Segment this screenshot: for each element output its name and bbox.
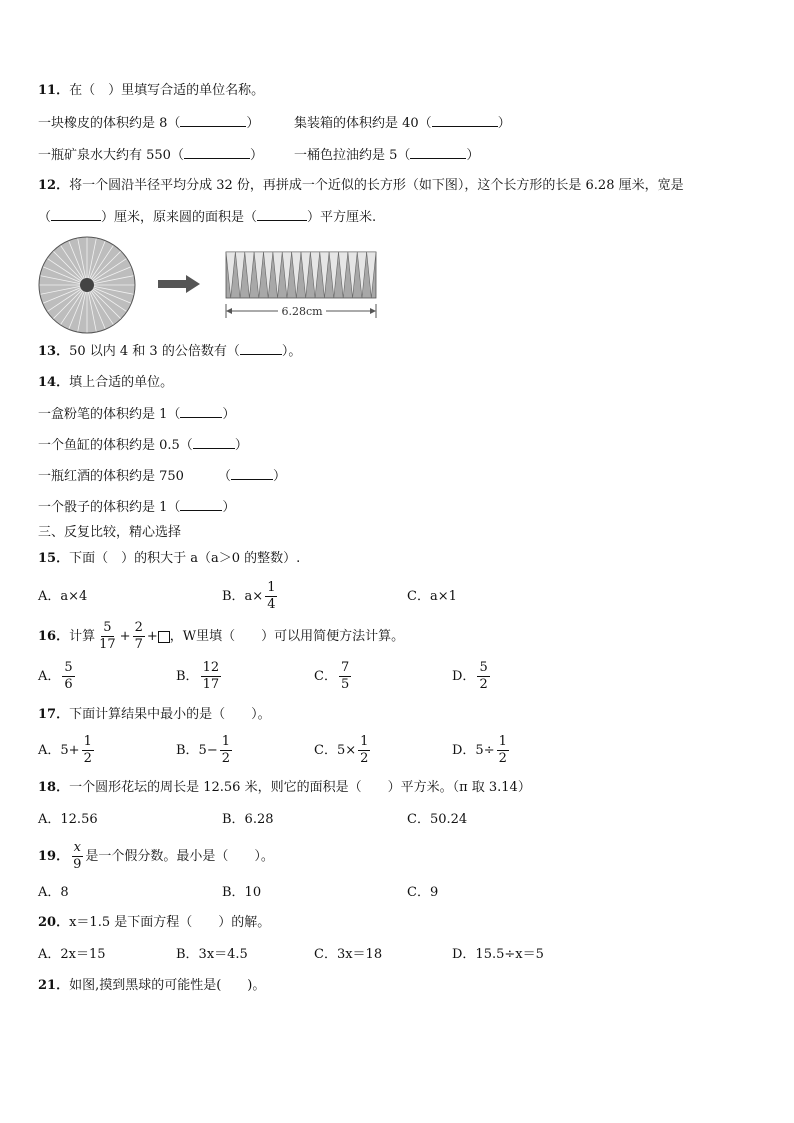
paren-open: （ [217,469,231,484]
fraction [497,734,509,767]
answer-blank[interactable] [180,114,246,127]
q11-item-4-text: 一桶色拉油约是 5（ [294,148,411,163]
rearranged-rectangle-figure [222,248,382,320]
q17-option-c[interactable] [314,734,372,767]
q14-item-3 [38,467,286,486]
q16-option-a[interactable] [38,660,77,693]
fraction [358,734,370,767]
q13-stem [38,342,301,361]
option-label: C．3x＝18 [314,947,383,962]
q12-stem [38,177,684,195]
q12-text-2: ）厘米，原来圆的面积是（ [101,210,258,225]
rectangle-sectors [226,252,376,298]
denominator: 17 [99,637,116,652]
q15-stem [38,550,300,568]
denominator: 4 [267,597,276,612]
fraction [339,660,351,693]
section-heading [38,524,181,542]
fraction [62,660,74,693]
q18-option-a[interactable] [38,811,98,829]
fraction [477,660,489,693]
q16-text-post: ，W里填（ ）可以用简便方法计算。 [169,629,405,644]
fraction [82,734,94,767]
q16-option-d[interactable] [452,660,492,693]
q19-text: 是一个假分数。最小是（ ）。 [85,849,274,864]
answer-blank[interactable] [231,467,273,480]
numerator: 2 [134,620,143,635]
paren-close: ） [249,148,263,163]
q19-option-b[interactable] [222,884,261,902]
option-label: C．50.24 [407,812,468,827]
q13-text: 50 以内 4 和 3 的公倍数有（ [69,344,240,359]
plus-sign: + [146,629,158,644]
q12-number: 12． [38,178,70,193]
q11-item-4 [294,146,479,165]
q14-item-1-text: 一盒粉笔的体积约是 1（ [38,407,181,422]
denominator: 9 [73,857,82,872]
q11-item-3-text: 一瓶矿泉水大约有 550（ [38,148,184,163]
q19-option-c[interactable] [407,884,438,902]
option-label: D．5÷ [452,743,495,758]
q21-stem [38,977,265,995]
numerator: 1 [267,580,276,595]
numerator: 1 [498,734,507,749]
fraction [133,620,145,653]
answer-blank[interactable] [180,498,222,511]
q20-option-d[interactable] [452,946,544,964]
answer-blank[interactable] [240,342,282,355]
q19-number: 19． [38,849,70,864]
arrow-right-icon [158,273,202,295]
option-label: C． [314,669,337,684]
q13-text-end: ）。 [281,344,302,359]
q15-text: 下面（ ）的积大于 a（a＞0 的整数）. [69,551,301,566]
q11-item-1-text: 一块橡皮的体积约是 8（ [38,116,181,131]
paren-close: ） [272,469,286,484]
q20-number: 20． [38,915,70,930]
q15-option-b[interactable] [222,580,279,613]
q12-text-3: ）平方厘米. [307,210,377,225]
option-label: A．2x＝15 [38,947,106,962]
q16-number: 16． [38,629,70,644]
q12-stem-2 [38,208,376,227]
numerator: 1 [83,734,92,749]
option-label: A． [38,669,61,684]
q11-item-2-text: 集装箱的体积约是 40（ [294,116,432,131]
denominator: 2 [498,751,507,766]
fraction [97,620,118,653]
q15-option-a[interactable] [38,588,87,606]
answer-blank[interactable] [432,114,498,127]
q20-option-a[interactable] [38,946,106,964]
q12-text-1: 将一个圆沿半径平均分成 32 份，再拼成一个近似的长方形（如下图），这个长方形的长是 6.28 厘米，宽是 [69,178,684,193]
numerator: 5 [64,660,73,675]
numerator: 1 [221,734,230,749]
option-label: C．a×1 [407,589,457,604]
q19-option-a[interactable] [38,884,69,902]
paren-close: ） [497,116,511,131]
q14-item-1 [38,405,235,424]
q14-number: 14． [38,375,70,390]
q17-number: 17． [38,707,70,722]
option-label: D．15.5÷x＝5 [452,947,544,962]
q18-option-c[interactable] [407,811,467,829]
option-label: A．5+ [38,743,80,758]
q17-option-d[interactable] [452,734,511,767]
answer-blank[interactable] [180,405,222,418]
option-label: A．8 [38,885,69,900]
q18-option-b[interactable] [222,811,274,829]
q20-stem [38,914,270,932]
q14-item-4-text: 一个骰子的体积约是 1（ [38,500,181,515]
q16-stem [38,620,404,653]
q17-option-b[interactable] [176,734,234,767]
option-label: C．9 [407,885,439,900]
denominator: 5 [340,677,350,692]
q20-option-c[interactable] [314,946,382,964]
option-label: A．a×4 [38,589,88,604]
empty-box [158,631,170,643]
fraction [265,580,277,613]
q16-option-b[interactable] [176,660,223,693]
paren-close: ） [466,148,480,163]
q16-option-c[interactable] [314,660,353,693]
denominator: 2 [221,751,230,766]
q14-item-2-text: 一个鱼缸的体积约是 0.5（ [38,438,193,453]
section-heading-text: 三、反复比较，精心选择 [38,525,182,540]
option-label: B．10 [222,885,262,900]
numerator: x [73,840,81,855]
sectored-circle-figure [36,236,140,336]
answer-blank[interactable] [184,146,250,159]
paren-close: ） [222,407,236,422]
denominator: 17 [202,677,220,692]
q11-text: 在（ ）里填写合适的单位名称。 [69,83,265,98]
q19-stem [38,840,274,873]
q14-text: 填上合适的单位。 [69,375,174,390]
q14-item-4 [38,498,235,517]
denominator: 2 [83,751,92,766]
q11-item-3 [38,146,263,165]
paren-close: ） [234,438,248,453]
q11-number: 11． [38,83,70,98]
q17-text: 下面计算结果中最小的是（ ）。 [69,707,271,722]
dimension-label: 6.28cm [281,305,323,318]
q11-stem [38,82,264,100]
answer-blank[interactable] [257,208,307,221]
q11-item-2 [294,114,511,133]
q21-text: 如图,摸到黑球的可能性是( )。 [69,978,266,993]
option-label: D． [452,669,476,684]
answer-blank[interactable] [51,208,101,221]
numerator: 12 [202,660,220,675]
numerator: 1 [360,734,369,749]
answer-blank[interactable] [410,146,466,159]
q18-number: 18． [38,780,70,795]
q20-option-b[interactable] [176,946,248,964]
denominator: 6 [64,677,73,692]
answer-blank[interactable] [193,436,235,449]
numerator: 5 [103,620,112,635]
q20-text: x＝1.5 是下面方程（ ）的解。 [69,915,271,930]
denominator: 7 [134,637,143,652]
fraction [201,660,222,693]
option-label: B．5− [176,743,218,758]
fraction [220,734,232,767]
q15-number: 15． [38,551,70,566]
paren-open: （ [38,210,52,225]
q14-item-2 [38,436,248,455]
q14-stem [38,374,173,392]
numerator: 5 [479,660,488,675]
q13-number: 13． [38,344,70,359]
fraction [71,840,83,873]
paren-close: ） [246,116,260,131]
plus-sign: + [119,629,131,644]
denominator: 2 [479,677,488,692]
q15-option-c[interactable] [407,588,457,606]
option-label: B．a× [222,589,264,604]
denominator: 2 [360,751,369,766]
q17-stem [38,706,271,724]
option-label: B．3x＝4.5 [176,947,248,962]
option-label: B． [176,669,199,684]
q18-text: 一个圆形花坛的周长是 12.56 米，则它的面积是（ ）平方米。（π 取 3.14） [69,780,531,795]
q16-text-pre: 计算 [69,629,96,644]
q14-item-3-text: 一瓶红酒的体积约是 750 [38,469,184,484]
option-label: C．5× [314,743,357,758]
option-label: B．6.28 [222,812,274,827]
option-label: A．12.56 [38,812,98,827]
numerator: 7 [340,660,350,675]
q17-option-a[interactable] [38,734,96,767]
q21-number: 21． [38,978,70,993]
q11-item-1 [38,114,259,133]
paren-close: ） [222,500,236,515]
q18-stem [38,779,531,797]
